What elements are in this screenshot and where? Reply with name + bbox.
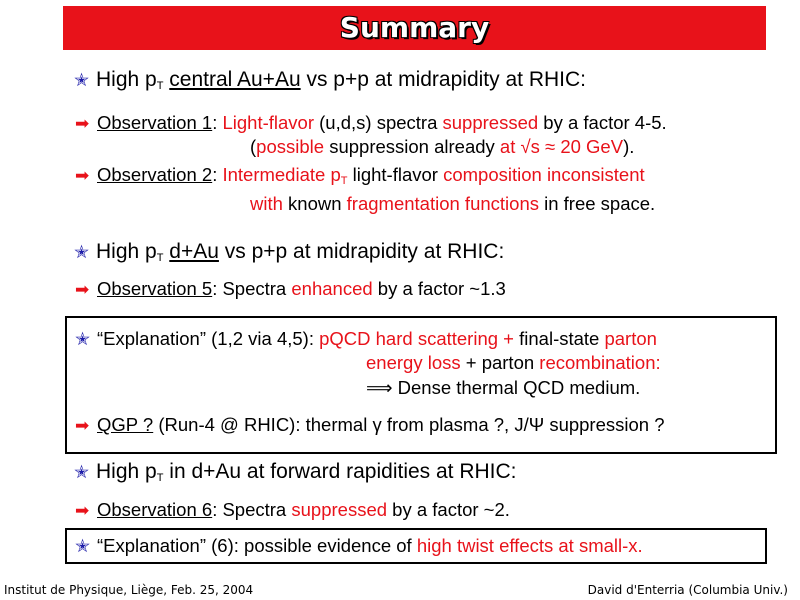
observation-1: ➡ Observation 1: Light-flavor (u,d,s) spectra suppressed by a factor 4-5.: [75, 112, 667, 133]
explanation-1: ✭ “Explanation” (1,2 via 4,5): pQCD hard scattering + final-state parton: [75, 328, 657, 349]
observation-2: ➡ Observation 2: Intermediate $p_T$ light-flavor composition inconsistent: [75, 164, 645, 187]
explanation-1-continued: energy loss + parton recombination:: [366, 352, 661, 373]
section-heading-3: ✭ High $p_T$ in d+Au at forward rapidities at RHIC:: [74, 460, 517, 484]
footer-left: Institut de Physique, Liège, Feb. 25, 2004: [4, 583, 254, 597]
observation-1-continued: (possible suppression already at √s ≈ 20 GeV).: [250, 136, 635, 157]
star-icon: ✭: [74, 462, 90, 482]
arrow-right-icon: ➡: [75, 114, 90, 133]
title-bar: [63, 6, 766, 50]
arrow-right-icon: ➡: [75, 416, 90, 435]
observation-6: ➡ Observation 6: Spectra suppressed by a factor ~2.: [75, 499, 510, 520]
star-icon: ✭: [75, 329, 91, 349]
star-icon: ✭: [75, 536, 91, 556]
section-heading-2: ✭ High $p_T$ d+Au vs p+p at midrapidity at RHIC:: [74, 240, 505, 264]
footer-right: David d'Enterria (Columbia Univ.): [587, 583, 788, 597]
observation-2-continued: with known fragmentation functions in free space.: [250, 193, 656, 214]
qgp-line: ➡ QGP ? (Run-4 @ RHIC): thermal γ from plasma ?, J/Ψ suppression ?: [75, 414, 665, 435]
arrow-right-icon: ➡: [75, 501, 90, 520]
star-icon: ✭: [74, 242, 90, 262]
page-title: Summary: [339, 11, 490, 44]
arrow-right-icon: ➡: [75, 166, 90, 185]
section-heading-1: ✭ High $p_T$ central Au+Au vs p+p at midrapidity at RHIC:: [74, 68, 586, 92]
explanation-1-conclusion: ⟹ Dense thermal QCD medium.: [366, 377, 641, 398]
explanation-2: ✭ “Explanation” (6): possible evidence of high twist effects at small-x.: [75, 535, 643, 556]
observation-5: ➡ Observation 5: Spectra enhanced by a factor ~1.3: [75, 278, 506, 299]
arrow-right-icon: ➡: [75, 280, 90, 299]
star-icon: ✭: [74, 70, 90, 90]
